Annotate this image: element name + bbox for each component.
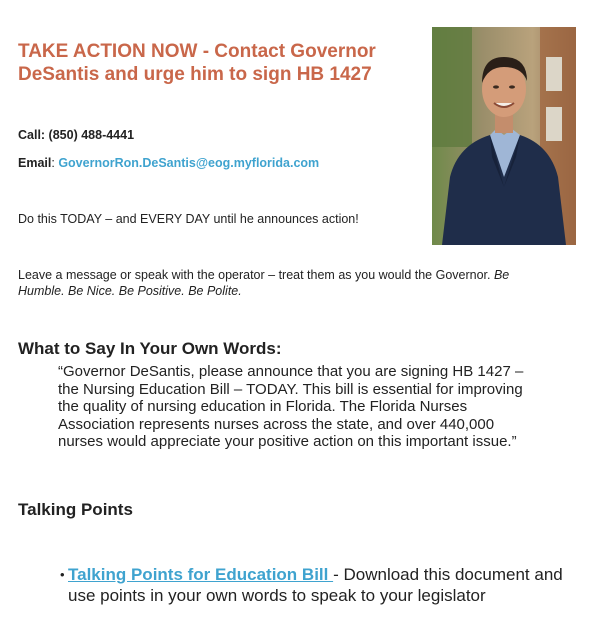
call-line: Call: (850) 488-4441 bbox=[18, 128, 135, 142]
talking-points-description: - Download this document and use points in your own words to speak to your legislator bbox=[68, 565, 563, 605]
leave-message-instruction bbox=[18, 267, 538, 299]
email-link[interactable]: GovernorRon.DeSantis@eog.myflorida.com bbox=[58, 156, 320, 170]
today-instruction: Do this TODAY – and EVERY DAY until he announces action! bbox=[18, 212, 359, 226]
governor-portrait-image bbox=[432, 27, 576, 245]
what-to-say-heading: What to Say In Your Own Words: bbox=[18, 339, 282, 358]
email-separator: : bbox=[51, 156, 59, 170]
leave-italic: Be Humble. Be Nice. Be Positive. Be Polite. bbox=[18, 268, 510, 298]
headline: TAKE ACTION NOW - Contact Governor DeSantis and urge him to sign HB 1427 bbox=[18, 41, 376, 85]
script-quote: “Governor DeSantis, please announce that you are signing HB 1427 – the Nursing Education Bill – TODAY. This bill is essential for improving the quality of nursing education in Florida. The Florida Nurses Association represents nurses across the state, and over 440,000 nurses would appreciate your positive action on this important issue.” bbox=[58, 363, 524, 450]
leave-text: Leave a message or speak with the operator – treat them as you would the Governor. bbox=[18, 268, 494, 282]
governor-portrait-icon bbox=[432, 27, 576, 245]
talking-points-link[interactable]: Talking Points for Education Bill bbox=[68, 565, 334, 584]
bullet-icon: • bbox=[60, 567, 65, 582]
email-label: Email bbox=[18, 156, 52, 170]
talking-points-heading: Talking Points bbox=[18, 500, 133, 519]
email-line bbox=[18, 155, 319, 171]
talking-points-list-item bbox=[60, 564, 583, 606]
